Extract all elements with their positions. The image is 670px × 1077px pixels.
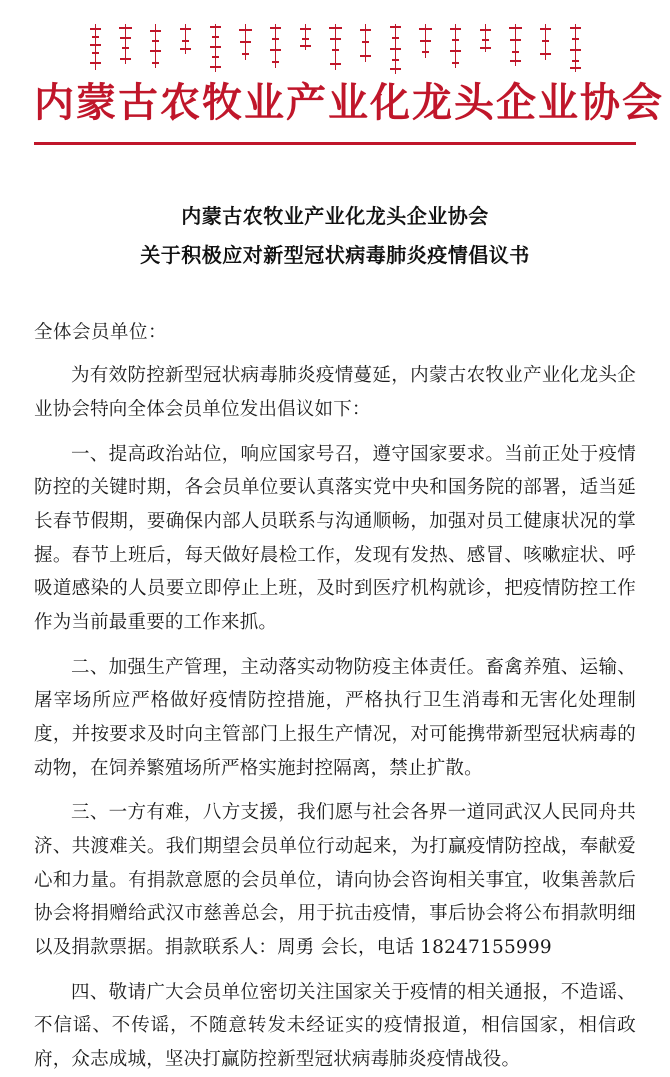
mongolian-glyph xyxy=(389,22,402,78)
organization-name: 内蒙古农牧业产业化龙头企业协会 xyxy=(34,79,664,126)
mongolian-glyph xyxy=(149,22,162,78)
letterhead xyxy=(34,0,664,145)
mongolian-glyph xyxy=(509,22,522,78)
document-title xyxy=(34,197,636,275)
salutation: 全体会员单位： xyxy=(34,322,168,343)
mongolian-strokes xyxy=(34,20,636,78)
mongolian-glyph xyxy=(539,22,552,78)
mongolian-glyph xyxy=(239,22,252,78)
mongolian-glyph xyxy=(179,22,192,78)
mongolian-glyph xyxy=(89,22,102,78)
mongolian-glyph xyxy=(449,22,462,78)
mongolian-script-line xyxy=(34,20,636,78)
paragraph: 二、加强生产管理，主动落实动物防疫主体责任。畜禽养殖、运输、屠宰场所应严格做好疫情防控措施，严格执行卫生消毒和无害化处理制度，并按要求及时向主管部门上报生产情况，对可能携带新型冠状病毒的动物，在饲养繁殖场所严格实施封控隔离，禁止扩散。 xyxy=(34,656,636,779)
mongolian-glyph xyxy=(359,22,372,78)
mongolian-glyph xyxy=(299,22,312,78)
paragraph: 为有效防控新型冠状病毒肺炎疫情蔓延，内蒙古农牧业产业化龙头企业协会特向全体会员单位发出倡议如下： xyxy=(34,365,636,421)
mongolian-glyph xyxy=(209,22,222,78)
paragraph: 一、提高政治站位，响应国家号召，遵守国家要求。当前正处于疫情防控的关键时期，各会员单位要认真落实党中央和国务院的部署，适当延长春节假期，要确保内部人员联系与沟通顺畅，加强对员工健康状况的掌握。春节上班后，每天做好晨检工作，发现有发热、感冒、咳嗽症状、呼吸道感染的人员要立即停止上班，及时到医疗机构就诊，把疫情防控工作作为当前最重要的工作来抓。 xyxy=(34,443,636,634)
document-title-line-1: 内蒙古农牧业产业化龙头企业协会 xyxy=(181,204,489,228)
mongolian-glyph xyxy=(329,22,342,78)
mongolian-glyph xyxy=(269,22,282,78)
document-title-line-2: 关于积极应对新型冠状病毒肺炎疫情倡议书 xyxy=(140,243,530,267)
paragraph: 四、敬请广大会员单位密切关注国家关于疫情的相关通报，不造谣、不信谣、不传谣，不随意转发未经证实的疫情报道，相信国家，相信政府，众志成城，坚决打赢防控新型冠状病毒肺炎疫情战役。 xyxy=(34,981,636,1070)
letterhead-divider xyxy=(34,142,636,145)
mongolian-glyph xyxy=(479,22,492,78)
mongolian-glyph xyxy=(419,22,432,78)
mongolian-glyph xyxy=(119,22,132,78)
paragraph: 三、一方有难，八方支援，我们愿与社会各界一道同武汉人民同舟共济、共渡难关。我们期望会员单位行动起来，为打赢疫情防控战，奉献爱心和力量。有捐款意愿的会员单位，请向协会咨询相关事宜，收集善款后协会将捐赠给武汉市慈善总会，用于抗击疫情，事后协会将公布捐款明细以及捐款票据。捐款联系人：周勇 会长，电话 18247155999 xyxy=(34,802,636,958)
mongolian-glyph xyxy=(569,22,582,78)
